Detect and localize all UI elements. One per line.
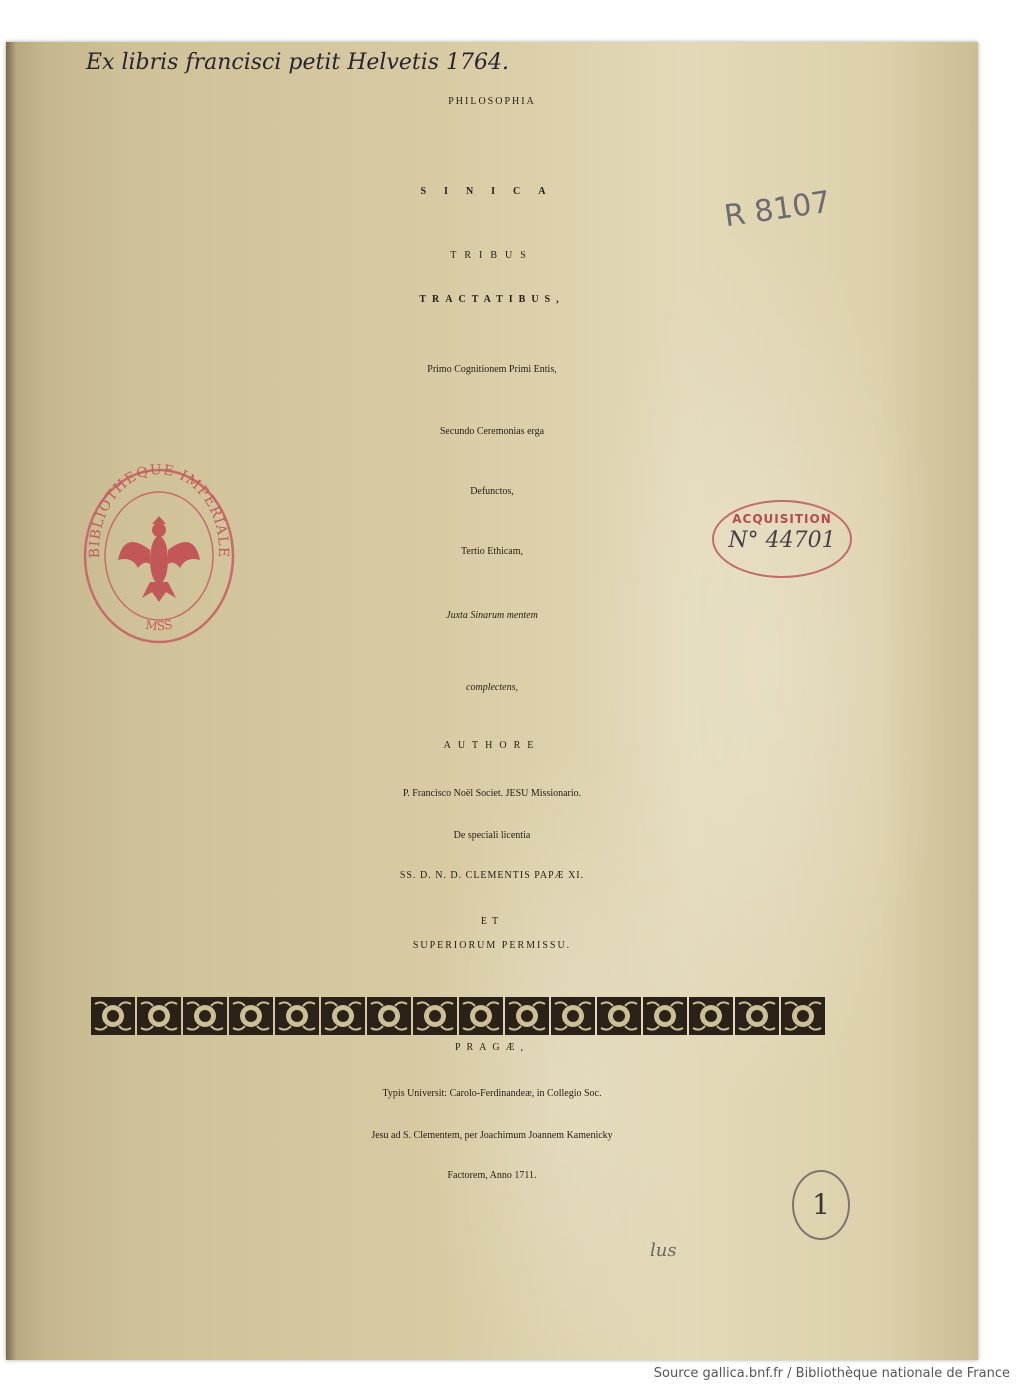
title-line-juxta: Juxta Sinarum mentem	[446, 610, 538, 621]
acquisition-stamp	[712, 500, 852, 578]
title-line-primo: Primo Cognitionem Primi Entis,	[427, 364, 557, 375]
ex-libris-inscription: Ex libris francisci petit Helvetis 1764.	[86, 50, 510, 75]
title-page	[6, 42, 978, 1360]
pope-line: SS. D. N. D. CLEMENTIS PAPÆ XI.	[399, 870, 585, 881]
licence-line: De speciali licentia	[453, 830, 531, 841]
source-credit: Source gallica.bnf.fr / Bibliothèque nationale de France	[653, 1366, 1010, 1381]
title-line-tribus: TRIBUS	[450, 250, 534, 261]
svg-text:MSS	[144, 617, 173, 633]
imprint-line-1: Typis Universit: Carolo-Ferdinandeæ, in Collegio Soc.	[382, 1088, 602, 1099]
library-stamp	[80, 460, 238, 644]
shelfmark-note: R 8107	[722, 184, 833, 235]
title-line-philosophia: PHILOSOPHIA	[448, 96, 536, 107]
library-stamp-text: BIBLIOTHEQUE IMPERIALE	[86, 461, 232, 559]
imprint-line-2: Jesu ad S. Clementem, per Joachimum Joannem Kamenicky	[371, 1130, 613, 1141]
title-line-authore: AUTHORE	[443, 740, 541, 751]
author-line: P. Francisco Noël Societ. JESU Missionario.	[402, 788, 582, 799]
acquisition-number: N° 44701	[728, 528, 836, 553]
title-line-tertio: Tertio Ethicam,	[460, 546, 524, 557]
acquisition-label: ACQUISITION	[732, 512, 832, 526]
title-line-tractatibus: TRACTATIBUS,	[419, 294, 565, 305]
pencil-note: lus	[650, 1240, 677, 1261]
et-line: ET	[480, 916, 504, 927]
imprint-line-3: Factorem, Anno 1711.	[447, 1170, 537, 1181]
permissu-line: SUPERIORUM PERMISSU.	[412, 940, 572, 951]
printers-ornament	[90, 996, 830, 1038]
volume-number-note: 1	[792, 1170, 850, 1240]
title-line-defunctos: Defunctos,	[470, 486, 514, 497]
eagle-icon	[118, 516, 200, 602]
library-stamp-bottom-text: MSS	[144, 617, 174, 634]
title-line-sinica: SINICA	[420, 186, 564, 197]
imprint-place: PRAGÆ,	[454, 1042, 530, 1053]
title-line-complectens: complectens,	[466, 682, 518, 693]
title-line-secundo: Secundo Ceremonias erga	[439, 426, 545, 437]
